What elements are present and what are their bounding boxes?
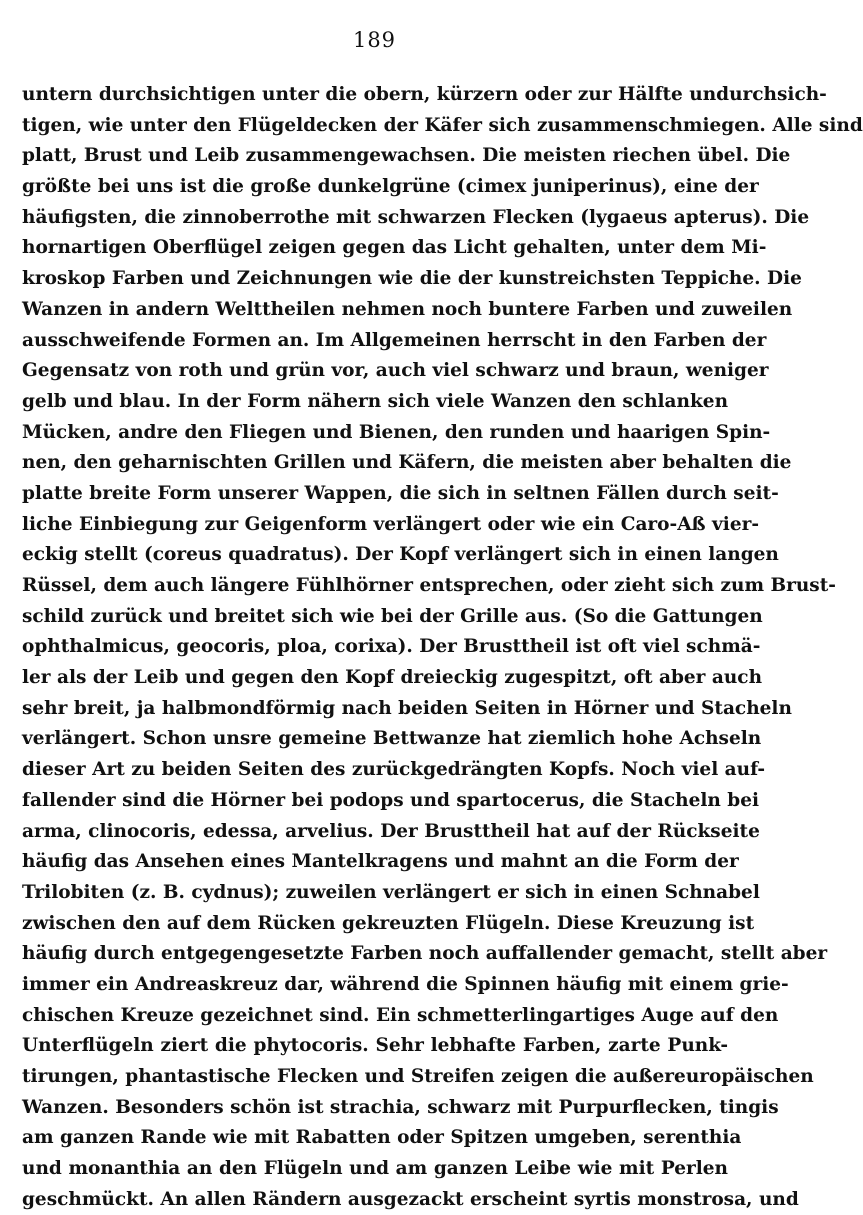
text-line: verlängert. Schon unsre gemeine Bettwanze hat ziemlich hohe Achseln bbox=[22, 728, 762, 750]
text-line: größte bei uns ist die große dunkelgrüne (cimex juniperinus), eine der bbox=[22, 176, 759, 198]
text-line: platt, Brust und Leib zusammengewachsen. Die meisten riechen übel. Die bbox=[22, 145, 791, 167]
text-line: nen, den geharnischten Grillen und Käfern, die meisten aber behalten die bbox=[22, 452, 792, 474]
text-line: Wanzen in andern Welttheilen nehmen noch buntere Farben und zuweilen bbox=[22, 298, 793, 320]
text-line: ophthalmicus, geocoris, ploa, corixa). Der Brusttheil ist oft viel schmä- bbox=[22, 636, 761, 658]
text-line: Rüssel, dem auch längere Fühlhörner entsprechen, oder zieht sich zum Brust- bbox=[22, 575, 836, 596]
text-line: zwischen den auf dem Rücken gekreuzten Flügeln. Diese Kreuzung ist bbox=[22, 912, 755, 934]
text-line: häufig durch entgegengesetzte Farben noch auffallender gemacht, stellt aber bbox=[22, 943, 828, 965]
text-line: Unterflügeln ziert die phytocoris. Sehr lebhafte Farben, zarte Punk- bbox=[22, 1035, 728, 1057]
text-line: Wanzen. Besonders schön ist strachia, schwarz mit Purpurflecken, tingis bbox=[22, 1096, 779, 1118]
text-line: gelb und blau. In der Form nähern sich viele Wanzen den schlanken bbox=[22, 390, 729, 412]
text-line: häufig das Ansehen eines Mantelkragens und mahnt an die Form der bbox=[22, 851, 739, 873]
text-line: liche Einbiegung zur Geigenform verlängert oder wie ein Caro-Aß vier- bbox=[22, 513, 760, 535]
text-line: dieser Art zu beiden Seiten des zurückgedrängten Kopfs. Noch viel auf- bbox=[22, 759, 766, 781]
text-line: ausschweifende Formen an. Im Allgemeinen herrscht in den Farben der bbox=[22, 329, 767, 351]
text-line: häufigsten, die zinnoberrothe mit schwarzen Flecken (lygaeus apterus). Die bbox=[22, 206, 810, 228]
text-line: untern durchsichtigen unter die obern, kürzern oder zur Hälfte undurchsich- bbox=[22, 84, 827, 105]
text-line: sehr breit, ja halbmondförmig nach beiden Seiten in Hörner und Stacheln bbox=[22, 697, 792, 719]
text-line: am ganzen Rande wie mit Rabatten oder Spitzen umgeben, serenthia bbox=[22, 1127, 742, 1149]
text-line: und monanthia an den Flügeln und am ganzen Leibe wie mit Perlen bbox=[22, 1158, 728, 1180]
text-line: kroskop Farben und Zeichnungen wie die der kunstreichsten Teppiche. Die bbox=[22, 268, 802, 290]
text-line: Mücken, andre den Fliegen und Bienen, den runden und haarigen Spin- bbox=[22, 421, 771, 443]
text-line: fallender sind die Hörner bei podops und spartocerus, die Stacheln bei bbox=[22, 789, 760, 811]
text-line: tigen, wie unter den Flügeldecken der Käfer sich zusammenschmiegen. Alle sind bbox=[22, 114, 863, 136]
text-line: schild zurück und breitet sich wie bei der Grille aus. (So die Gattungen bbox=[22, 605, 763, 627]
text-line: arma, clinocoris, edessa, arvelius. Der Brusttheil hat auf der Rückseite bbox=[22, 820, 760, 842]
text-line: platte breite Form unserer Wappen, die sich in seltnen Fällen durch seit- bbox=[22, 482, 779, 504]
page-number: 189 bbox=[352, 28, 397, 52]
body-text bbox=[22, 80, 863, 1215]
text-line: tirungen, phantastische Flecken und Streifen zeigen die außereuropäischen bbox=[22, 1066, 814, 1087]
text-line: eckig stellt (coreus quadratus). Der Kopf verlängert sich in einen langen bbox=[22, 544, 779, 566]
text-line: immer ein Andreaskreuz dar, während die Spinnen häufig mit einem grie- bbox=[22, 973, 789, 995]
text-line: Gegensatz von roth und grün vor, auch viel schwarz und braun, weniger bbox=[22, 360, 769, 382]
text-line: ler als der Leib und gegen den Kopf dreieckig zugespitzt, oft aber auch bbox=[22, 667, 763, 689]
text-line: Trilobiten (z. B. cydnus); zuweilen verlängert er sich in einen Schnabel bbox=[22, 881, 760, 903]
text-line: hornartigen Oberflügel zeigen gegen das Licht gehalten, unter dem Mi- bbox=[22, 237, 767, 259]
text-line: geschmückt. An allen Rändern ausgezackt erscheint syrtis monstrosa, und bbox=[22, 1188, 799, 1210]
text-line: chischen Kreuze gezeichnet sind. Ein schmetterlingartiges Auge auf den bbox=[22, 1004, 779, 1026]
